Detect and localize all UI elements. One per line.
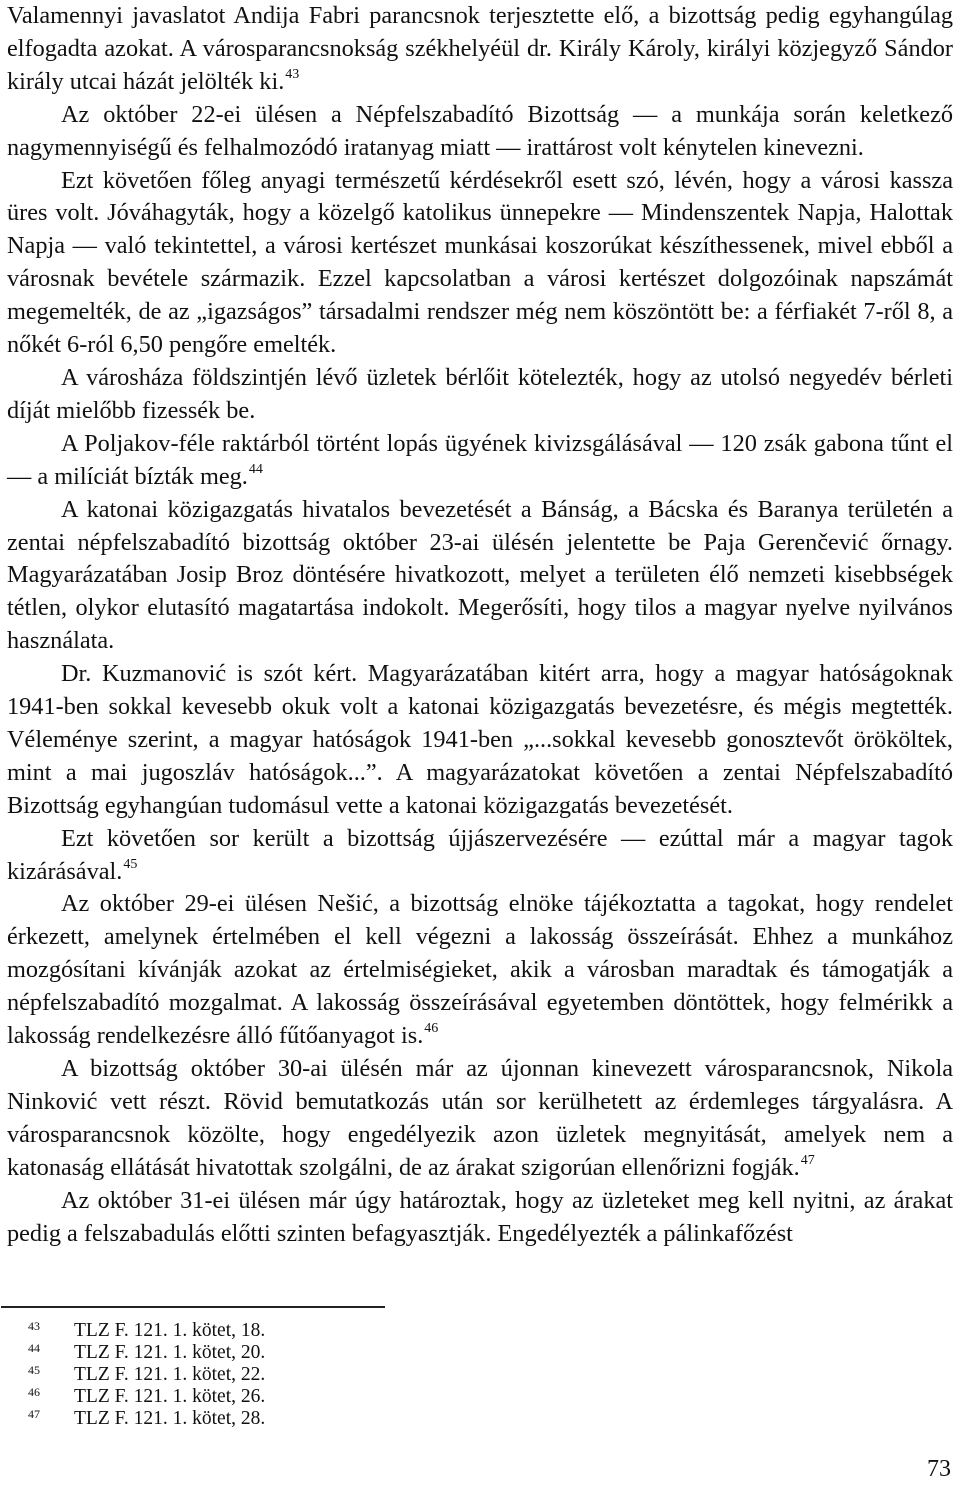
body-text: [7, 0, 953, 1250]
paragraph-6: A katonai közigazgatás hivatalos bevezetését a Bánság, a Bácska és Baranya területén a zentai népfelszabadító bizottság október 23-ai ülésén jelentette be Paja Gerenčević őrnagy. Magyarázatában Josip Broz döntésére hivatkozott, melyet a területen élő nemzeti kisebbségek tétlen, olykor elutasító magatartása indokolt. Megerősíti, hogy tilos a magyar nyelve nyilvános használata.: [7, 495, 953, 655]
document-page: [7, 0, 953, 1250]
footnote-47: [28, 1408, 265, 1430]
footnote-text: TLZ F. 121. 1. kötet, 28.: [74, 1408, 266, 1429]
footnote-ref-43[interactable]: 43: [285, 66, 300, 82]
footnote-text: TLZ F. 121. 1. kötet, 18.: [74, 1320, 266, 1341]
paragraph-9: Az október 29-ei ülésen Nešić, a bizottság elnöke tájékoztatta a tagokat, hogy rendelet érkezett, amelynek értelmében el kell végezni a lakosság összeírását. Ehhez a munkához mozgósítani kívánják azokat az értelmiségieket, akik a városban maradtak és támogatják a népfelszabadító mozgalmat. A lakosság összeírásával egyetemben döntöttek, hogy felmérikk a lakosság rendelkezésre álló fűtőanyagot is.$^{46}$: [7, 890, 953, 1050]
footnotes: [28, 1320, 265, 1430]
paragraph-10: A bizottság október 30-ai ülésén már az újonnan kinevezett városparancsnok, Nikola Ninković vett részt. Rövid bemutatkozás után sor kerülhetett az érdemleges tárgyalásra. A városparancsnok közölte, hogy engedélyezik azon üzletek megnyitását, amelyek nem a katonaság ellátását hivatottak szolgálni, de az árakat szigorúan ellenőrizni fogják.$^{47}$: [7, 1055, 953, 1181]
paragraph-1: Valamennyi javaslatot Andija Fabri parancsnok terjesztette elő, a bizottság pedig egyhangúlag elfogadta azokat. A városparancsnokság székhelyéül dr. Király Károly, királyi közjegyző Sándor király utcai házát jelölték ki.$^{43}$: [7, 2, 953, 95]
paragraph-5: A Poljakov-féle raktárból történt lopás ügyének kivizsgálásával — 120 zsák gabona tűnt el — a milíciát bízták meg.$^{44}$: [7, 429, 953, 490]
footnote-text: TLZ F. 121. 1. kötet, 22.: [74, 1364, 266, 1385]
footnote-number: 44: [28, 1341, 40, 1355]
paragraph-2: Az október 22-ei ülésen a Népfelszabadító Bizottság — a munkája során keletkező nagymennyiségű és felhalmozódó iratanyag miatt — irattárost volt kénytelen kinevezni.: [7, 100, 953, 161]
footnote-divider: [1, 1306, 385, 1308]
footnote-ref-46[interactable]: 46: [424, 1021, 439, 1037]
footnote-text: TLZ F. 121. 1. kötet, 26.: [74, 1386, 266, 1407]
footnote-text: TLZ F. 121. 1. kötet, 20.: [74, 1342, 266, 1363]
footnote-ref-45[interactable]: 45: [123, 856, 138, 872]
footnote-number: 47: [28, 1407, 40, 1421]
paragraph-8: Ezt követően sor került a bizottság újjászervezésére — ezúttal már a magyar tagok kizárásával.$^{45}$: [7, 824, 953, 885]
footnote-number: 43: [28, 1319, 40, 1333]
footnote-ref-47[interactable]: 47: [800, 1152, 815, 1168]
paragraph-7: Dr. Kuzmanović is szót kért. Magyarázatában kitért arra, hogy a magyar hatóságoknak 1941-ben sokkal kevesebb okuk volt a katonai közigazgatás bevezetésre, és mégis megtették. Véleménye szerint, a magyar hatóságok 1941-ben „...sokkal kevesebb gonosztevőt örököltek, mint a mai jugoszláv hatóságok...”. A magyarázatokat követően a zentai Népfelszabadító Bizottság egyhangúan tudomásul vette a katonai közigazgatás bevezetését.: [7, 660, 953, 819]
paragraph-3: Ezt követően főleg anyagi természetű kérdésekről esett szó, lévén, hogy a városi kassza üres volt. Jóváhagyták, hogy a közelgő katolikus ünnepekre — Mindenszentek Napja, Halottak Napja — való tekintettel, a városi kertészet munkásai koszorúkat készíthessenek, mivel ebből a városnak bevétele származik. Ezzel kapcsolatban a városi kertészet dolgozóinak napszámát megemelték, de az „igazságos” társadalmi rendszer még nem köszöntött be: a férfiakét 7-ről 8, a nőkét 6-ról 6,50 pengőre emelték.: [7, 166, 953, 359]
footnote-number: 45: [28, 1363, 40, 1377]
paragraph-11: Az október 31-ei ülésen már úgy határoztak, hogy az üzleteket meg kell nyitni, az árakat pedig a felszabadulás előtti szinten befagyasztják. Engedélyezték a pálinkafőzést: [7, 1186, 953, 1247]
paragraph-4: A városháza földszintjén lévő üzletek bérlőit kötelezték, hogy az utolsó negyedév bérleti díját mielőbb fizessék be.: [7, 363, 953, 424]
footnote-number: 46: [28, 1385, 40, 1399]
footnote-ref-44[interactable]: 44: [248, 461, 263, 477]
page-number: 73: [927, 1456, 951, 1482]
